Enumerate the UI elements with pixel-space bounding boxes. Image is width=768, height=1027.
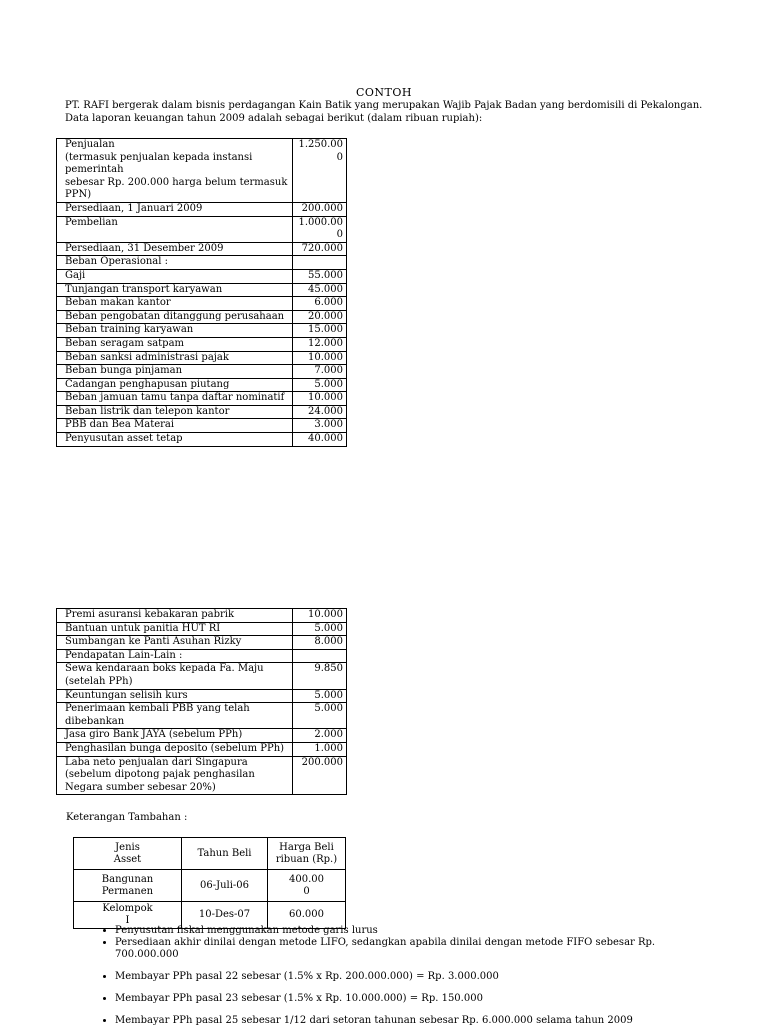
row-label: Beban seragam satpam <box>57 337 293 351</box>
financial-data-table <box>56 138 347 447</box>
row-value: 12.000 <box>293 337 347 351</box>
row-label: Beban listrik dan telepon kantor <box>57 405 293 419</box>
table-row <box>57 663 347 689</box>
table-row <box>57 689 347 703</box>
row-value: 10.000 <box>293 609 347 623</box>
row-label: Penjualan (termasuk penjualan kepada instansi pemerintah sebesar Rp. 200.000 harga belum termasuk PPN) <box>57 139 293 203</box>
table-row <box>57 392 347 406</box>
row-label: Tunjangan transport karyawan <box>57 283 293 297</box>
table-row <box>57 378 347 392</box>
row-value: 55.000 <box>293 269 347 283</box>
list-item: • Membayar PPh pasal 25 sebesar 1/12 dari setoran tahunan sebesar Rp. 6.000.000 selama tahun 2009 <box>115 1015 675 1027</box>
row-label: Penerimaan kembali PBB yang telah dibebankan <box>57 703 293 729</box>
row-value: 5.000 <box>293 703 347 729</box>
row-value: 5.000 <box>293 378 347 392</box>
row-label: Cadangan penghapusan piutang <box>57 378 293 392</box>
table-row <box>57 139 347 203</box>
list-item: • Persediaan akhir dinilai dengan metode LIFO, sedangkan apabila dinilai dengan metode FIFO sebesar Rp. 700.000.000 <box>115 937 675 961</box>
asset-price: 400.00 0 <box>268 870 346 902</box>
table-row <box>57 405 347 419</box>
row-label: Beban pengobatan ditanggung perusahaan <box>57 310 293 324</box>
table-row <box>57 337 347 351</box>
notes-list <box>98 925 675 1027</box>
row-value <box>293 649 347 663</box>
asset-header-type: Jenis Asset <box>74 838 182 870</box>
row-label: Persediaan, 31 Desember 2009 <box>57 242 293 256</box>
row-value: 1.000 <box>293 742 347 756</box>
row-label: Beban jamuan tamu tanpa daftar nominatif <box>57 392 293 406</box>
table-row <box>57 742 347 756</box>
table-row <box>57 216 347 242</box>
row-value: 10.000 <box>293 392 347 406</box>
row-label: Premi asuransi kebakaran pabrik <box>57 609 293 623</box>
row-label: Jasa giro Bank JAYA (sebelum PPh) <box>57 729 293 743</box>
row-value: 1.250.00 0 <box>293 139 347 203</box>
row-label: Pendapatan Lain-Lain : <box>57 649 293 663</box>
table-row <box>57 202 347 216</box>
asset-table-row <box>74 870 346 902</box>
row-label: Gaji <box>57 269 293 283</box>
row-label: Pembelian <box>57 216 293 242</box>
row-value: 7.000 <box>293 365 347 379</box>
row-value <box>293 256 347 270</box>
intro-line-2: Data laporan keuangan tahun 2009 adalah sebagai berikut (dalam ribuan rupiah): <box>65 113 483 124</box>
row-label: Beban bunga pinjaman <box>57 365 293 379</box>
row-label: Bantuan untuk panitia HUT RI <box>57 622 293 636</box>
row-value: 10.000 <box>293 351 347 365</box>
row-value: 3.000 <box>293 419 347 433</box>
intro-line-1: PT. RAFI bergerak dalam bisnis perdagangan Kain Batik yang merupakan Wajib Pajak Badan yang berdomisili di Pekalongan. <box>65 100 703 111</box>
table-row <box>57 649 347 663</box>
notes-title: Keterangan Tambahan : <box>66 812 188 823</box>
row-label: Penghasilan bunga deposito (sebelum PPh) <box>57 742 293 756</box>
row-label: Laba neto penjualan dari Singapura (sebelum dipotong pajak penghasilan Negara sumber sebesar 20%) <box>57 756 293 795</box>
asset-type: Bangunan Permanen <box>74 870 182 902</box>
list-item: • Penyusutan fiskal menggunakan metode garis lurus <box>115 925 675 937</box>
row-value: 5.000 <box>293 689 347 703</box>
table-row <box>57 310 347 324</box>
page-heading: CONTOH <box>355 86 412 99</box>
row-label: Beban training karyawan <box>57 324 293 338</box>
row-label: Beban makan kantor <box>57 297 293 311</box>
asset-table-header <box>74 838 346 870</box>
row-label: Keuntungan selisih kurs <box>57 689 293 703</box>
row-value: 15.000 <box>293 324 347 338</box>
row-label: Beban Operasional : <box>57 256 293 270</box>
asset-year: 10-Des-07 <box>182 902 268 929</box>
row-value: 8.000 <box>293 636 347 650</box>
row-value: 20.000 <box>293 310 347 324</box>
asset-year: 06-Juli-06 <box>182 870 268 902</box>
row-value: 5.000 <box>293 622 347 636</box>
row-label: Beban sanksi administrasi pajak <box>57 351 293 365</box>
list-item: • Membayar PPh pasal 23 sebesar (1.5% x Rp. 10.000.000) = Rp. 150.000 <box>115 993 675 1005</box>
row-label: Sumbangan ke Panti Asuhan Rizky <box>57 636 293 650</box>
table-row <box>57 283 347 297</box>
table-row <box>57 419 347 433</box>
row-value: 45.000 <box>293 283 347 297</box>
row-value: 720.000 <box>293 242 347 256</box>
row-value: 2.000 <box>293 729 347 743</box>
table-row <box>57 324 347 338</box>
table-row <box>57 365 347 379</box>
row-value: 40.000 <box>293 433 347 447</box>
table-row <box>57 703 347 729</box>
row-label: Penyusutan asset tetap <box>57 433 293 447</box>
table-row <box>57 351 347 365</box>
table-row <box>57 297 347 311</box>
table-row <box>57 756 347 795</box>
row-label: Persediaan, 1 Januari 2009 <box>57 202 293 216</box>
table-row <box>57 729 347 743</box>
asset-header-price: Harga Beli ribuan (Rp.) <box>268 838 346 870</box>
table-row <box>57 269 347 283</box>
table-row <box>57 433 347 447</box>
row-value: 1.000.00 0 <box>293 216 347 242</box>
list-item: • Membayar PPh pasal 22 sebesar (1.5% x Rp. 200.000.000) = Rp. 3.000.000 <box>115 971 675 983</box>
row-value: 24.000 <box>293 405 347 419</box>
asset-type: Kelompok I <box>74 902 182 929</box>
asset-price: 60.000 <box>268 902 346 929</box>
row-value: 200.000 <box>293 756 347 795</box>
row-value: 200.000 <box>293 202 347 216</box>
asset-table <box>73 837 346 929</box>
financial-data-table-continued <box>56 608 347 795</box>
row-value: 6.000 <box>293 297 347 311</box>
table-row <box>57 256 347 270</box>
table-row <box>57 622 347 636</box>
table-row <box>57 636 347 650</box>
table-row <box>57 609 347 623</box>
row-label: Sewa kendaraan boks kepada Fa. Maju (setelah PPh) <box>57 663 293 689</box>
row-label: PBB dan Bea Materai <box>57 419 293 433</box>
table-row <box>57 242 347 256</box>
row-value: 9.850 <box>293 663 347 689</box>
asset-header-year: Tahun Beli <box>182 838 268 870</box>
